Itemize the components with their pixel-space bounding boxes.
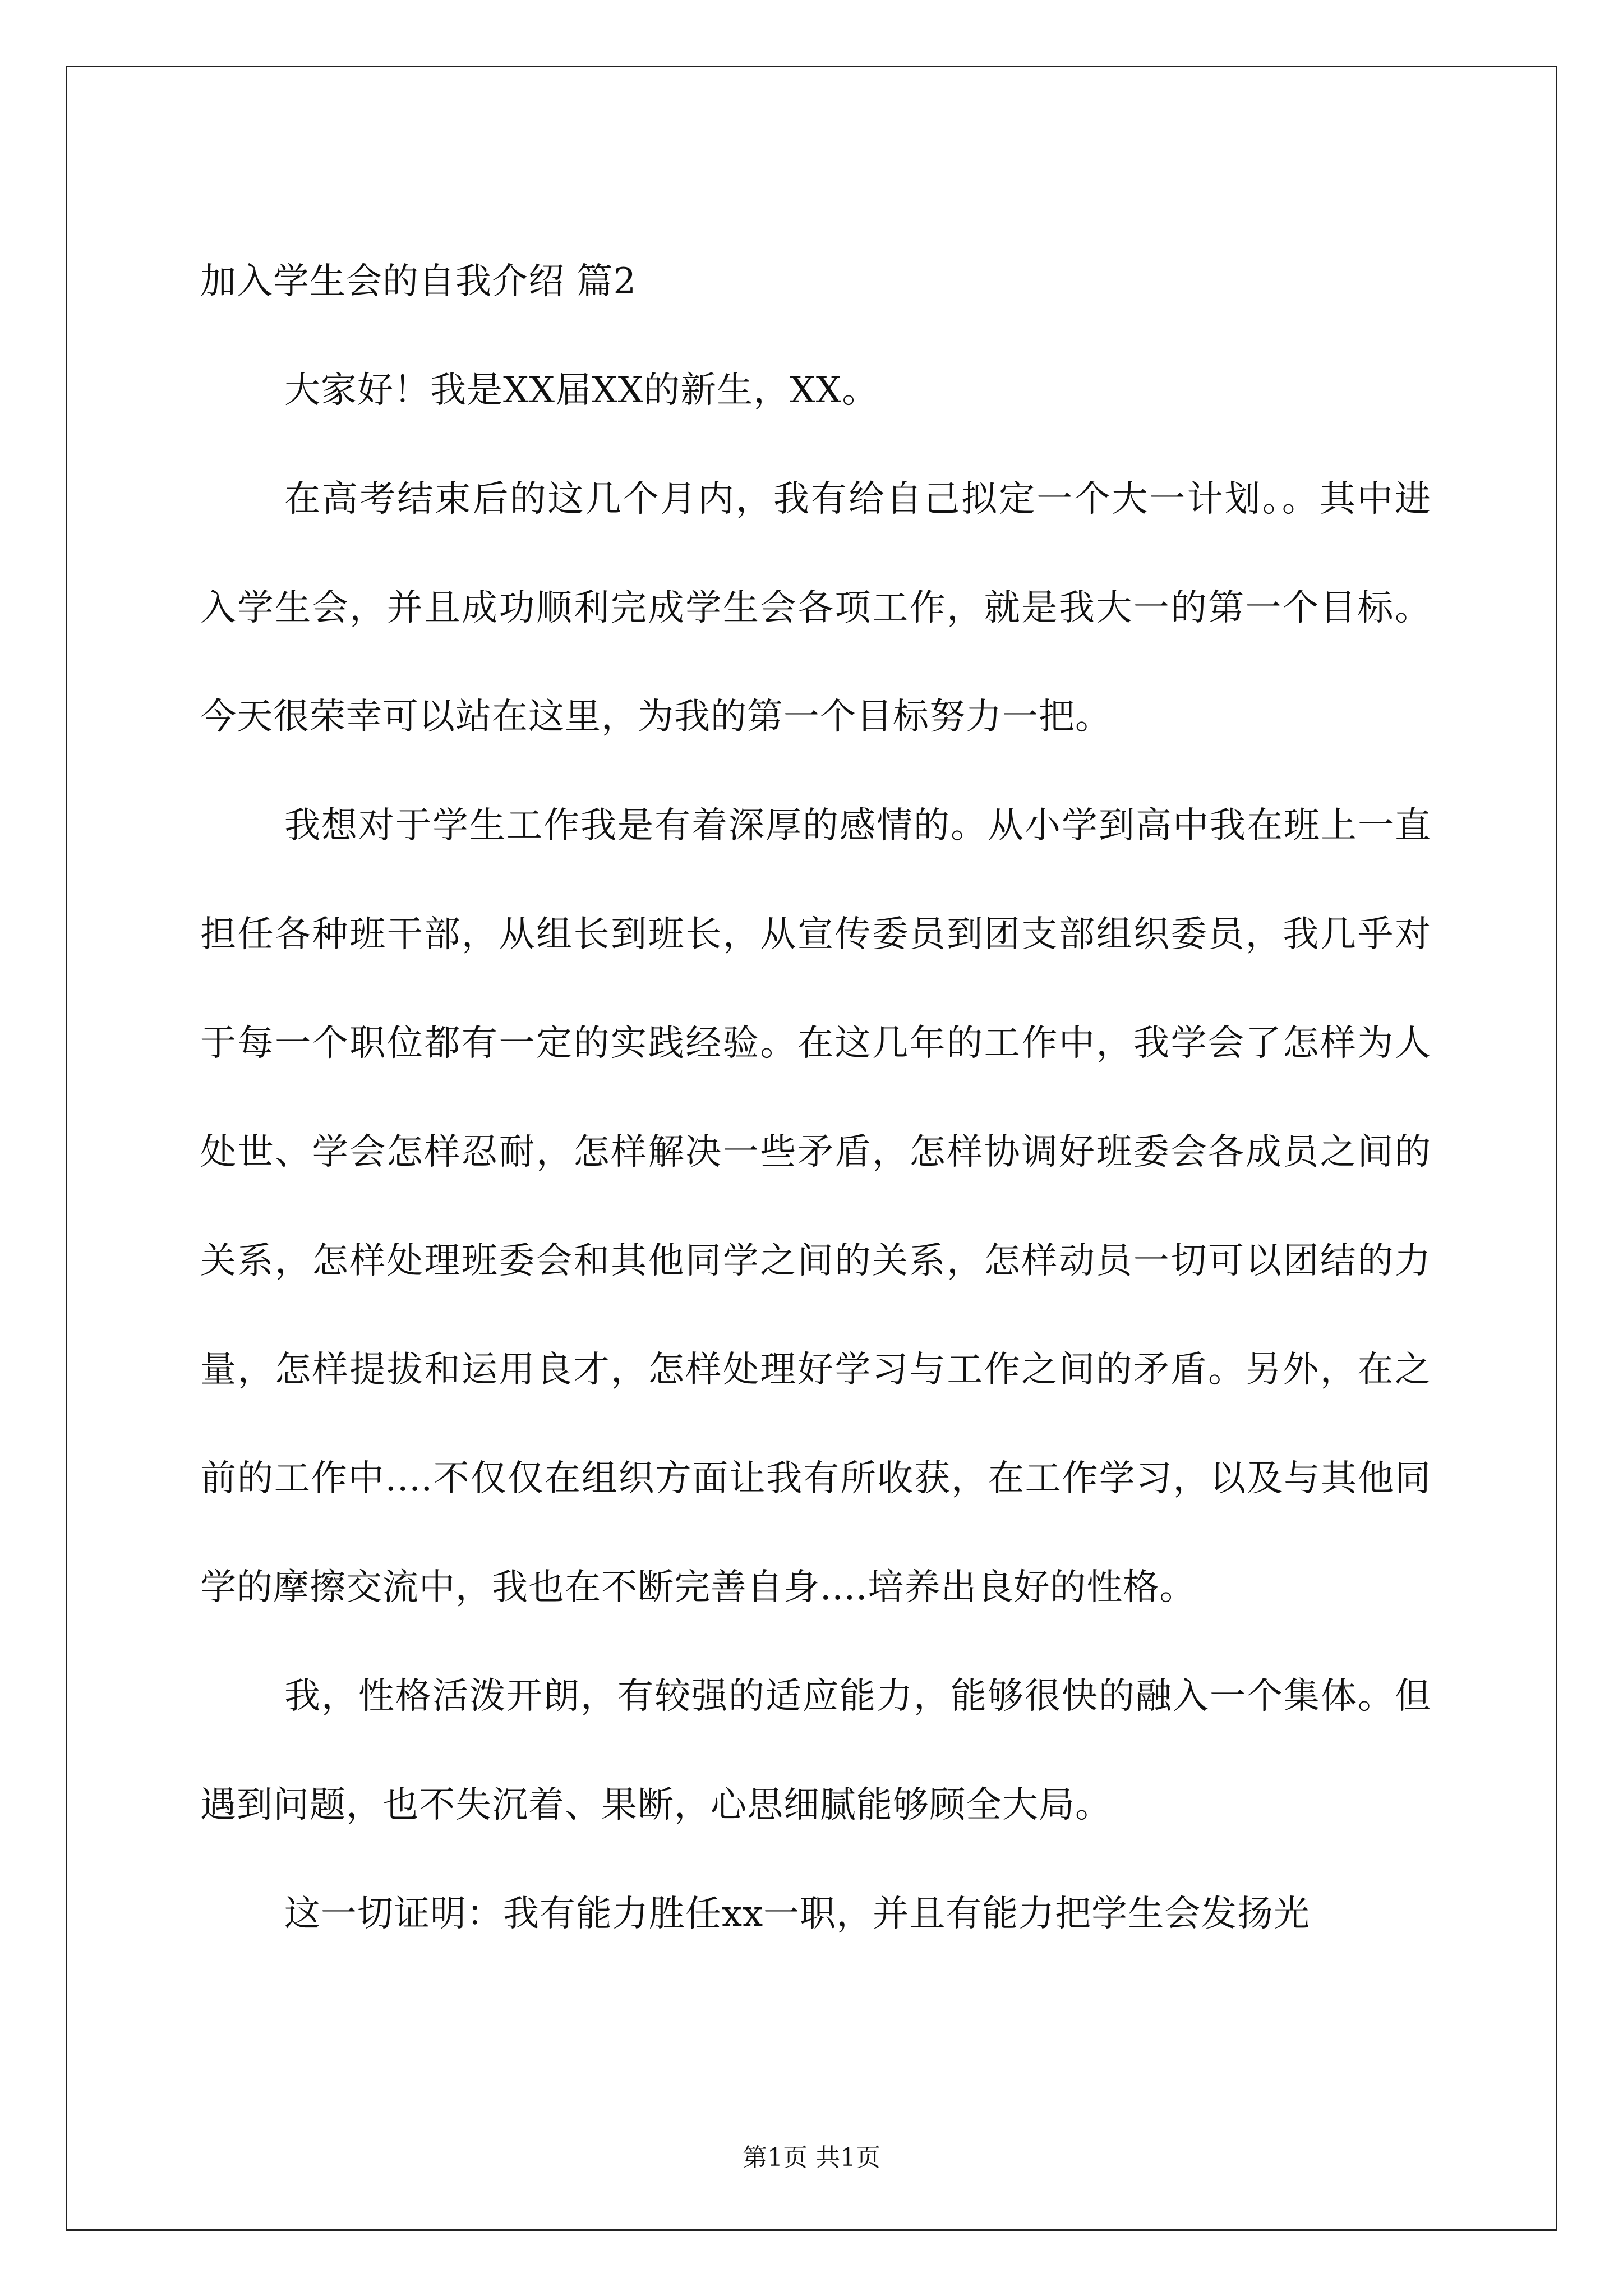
page-number-footer: 第1页 共1页 [743,2143,880,2172]
paragraph-greeting: 大家好！我是XX届XX的新生，XX。 [284,370,879,411]
paragraph-personality: 我，性格活泼开朗，有较强的适应能力，能够很快的融入一个集体。但遇到问题，也不失沉着、果断，心思细腻能够顾全大局。 [200,1676,1431,1826]
paragraph-plan: 在高考结束后的这几个月内，我有给自己拟定一个大一计划。。其中进入学生会，并且成功顺利完成学生会各项工作，就是我大一的第一个目标。今天很荣幸可以站在这里，为我的第一个目标努力一把。 [200,478,1431,738]
paragraph-experience: 我想对于学生工作我是有着深厚的感情的。从小学到高中我在班上一直担任各种班干部，从组长到班长，从宣传委员到团支部组织委员，我几乎对于每一个职位都有一定的实践经验。在这几年的工作中，我学会了怎样为人处世、学会怎样忍耐，怎样解决一些矛盾，怎样协调好班委会各成员之间的关系，怎样处理班委会和其他同学之间的关系，怎样动员一切可以团结的力量，怎样提拔和运用良才，怎样处理好学习与工作之间的矛盾。另外，在之前的工作中....不仅仅在组织方面让我有所收获，在工作学习，以及与其他同学的摩擦交流中，我也在不断完善自身....培养出良好的性格。 [200,805,1431,1608]
paragraph-conclusion: 这一切证明：我有能力胜任xx一职，并且有能力把学生会发扬光 [284,1893,1311,1935]
document-title: 加入学生会的自我介绍 篇2 [200,261,637,302]
document-body [200,227,1431,1968]
